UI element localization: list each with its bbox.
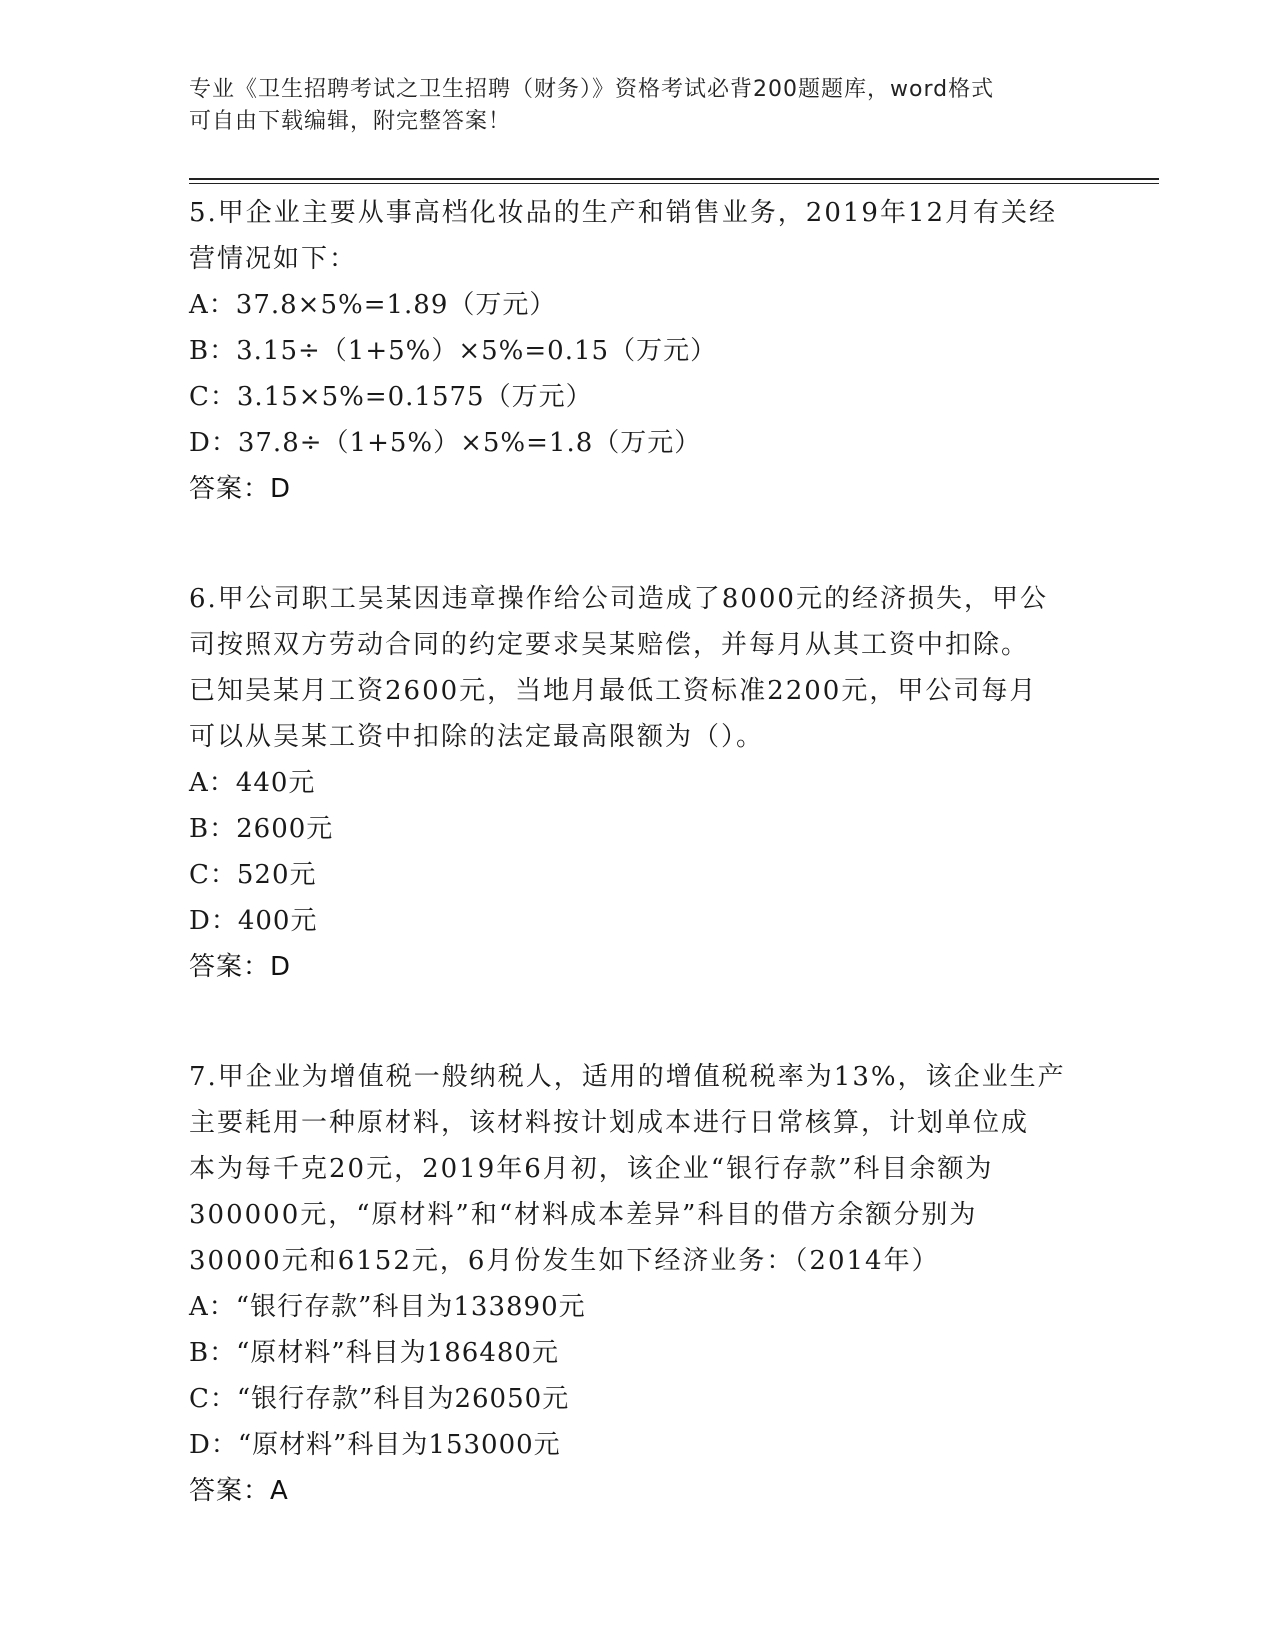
question-list	[189, 190, 1089, 1578]
question-stem-line: 7.甲企业为增值税一般纳税人，适用的增值税税率为13%，该企业生产	[189, 1062, 1066, 1092]
option-d: D：400元	[189, 906, 318, 936]
question-5	[189, 190, 1089, 512]
header-divider-thin	[189, 183, 1159, 184]
option-d: D：“原材料”科目为153000元	[189, 1430, 561, 1460]
header-line-2: 可自由下载编辑，附完整答案！	[189, 109, 512, 134]
option-a: A：“银行存款”科目为133890元	[189, 1292, 586, 1322]
question-stem-line: 营情况如下：	[189, 244, 358, 274]
option-c: C：520元	[189, 860, 317, 890]
question-stem-line: 已知吴某月工资2600元，当地月最低工资标准2200元，甲公司每月	[189, 676, 1038, 706]
option-c: C：3.15×5%=0.1575（万元）	[189, 382, 593, 412]
question-6	[189, 576, 1089, 990]
question-stem-line: 30000元和6152元，6月份发生如下经济业务：（2014年）	[189, 1246, 940, 1276]
option-a: A：37.8×5%=1.89（万元）	[189, 290, 557, 320]
question-stem-line: 可以从吴某工资中扣除的法定最高限额为（）。	[189, 722, 765, 752]
question-stem-line: 主要耗用一种原材料，该材料按计划成本进行日常核算，计划单位成	[189, 1108, 1030, 1138]
answer-label: 答案：A	[189, 1476, 289, 1506]
answer-label: 答案：D	[189, 952, 292, 982]
question-stem-line: 本为每千克20元，2019年6月初，该企业“银行存款”科目余额为	[189, 1154, 994, 1184]
option-b: B：“原材料”科目为186480元	[189, 1338, 559, 1368]
option-b: B：2600元	[189, 814, 334, 844]
option-b: B：3.15÷（1+5%）×5%=0.15（万元）	[189, 336, 718, 366]
header-divider-thick	[189, 178, 1159, 180]
option-d: D：37.8÷（1+5%）×5%=1.8（万元）	[189, 428, 702, 458]
option-c: C：“银行存款”科目为26050元	[189, 1384, 570, 1414]
question-stem-line: 5.甲企业主要从事高档化妆品的生产和销售业务，2019年12月有关经	[189, 198, 1058, 228]
answer-label: 答案：D	[189, 474, 292, 504]
question-7	[189, 1054, 1089, 1514]
option-a: A：440元	[189, 768, 316, 798]
header-line-1: 专业《卫生招聘考试之卫生招聘（财务）》资格考试必背200题题库，word格式	[189, 77, 995, 102]
question-stem-line: 6.甲公司职工吴某因违章操作给公司造成了8000元的经济损失，甲公	[189, 584, 1048, 614]
question-stem-line: 司按照双方劳动合同的约定要求吴某赔偿，并每月从其工资中扣除。	[189, 630, 1030, 660]
question-stem-line: 300000元，“原材料”和“材料成本差异”科目的借方余额分别为	[189, 1200, 978, 1230]
document-header	[189, 74, 1089, 138]
